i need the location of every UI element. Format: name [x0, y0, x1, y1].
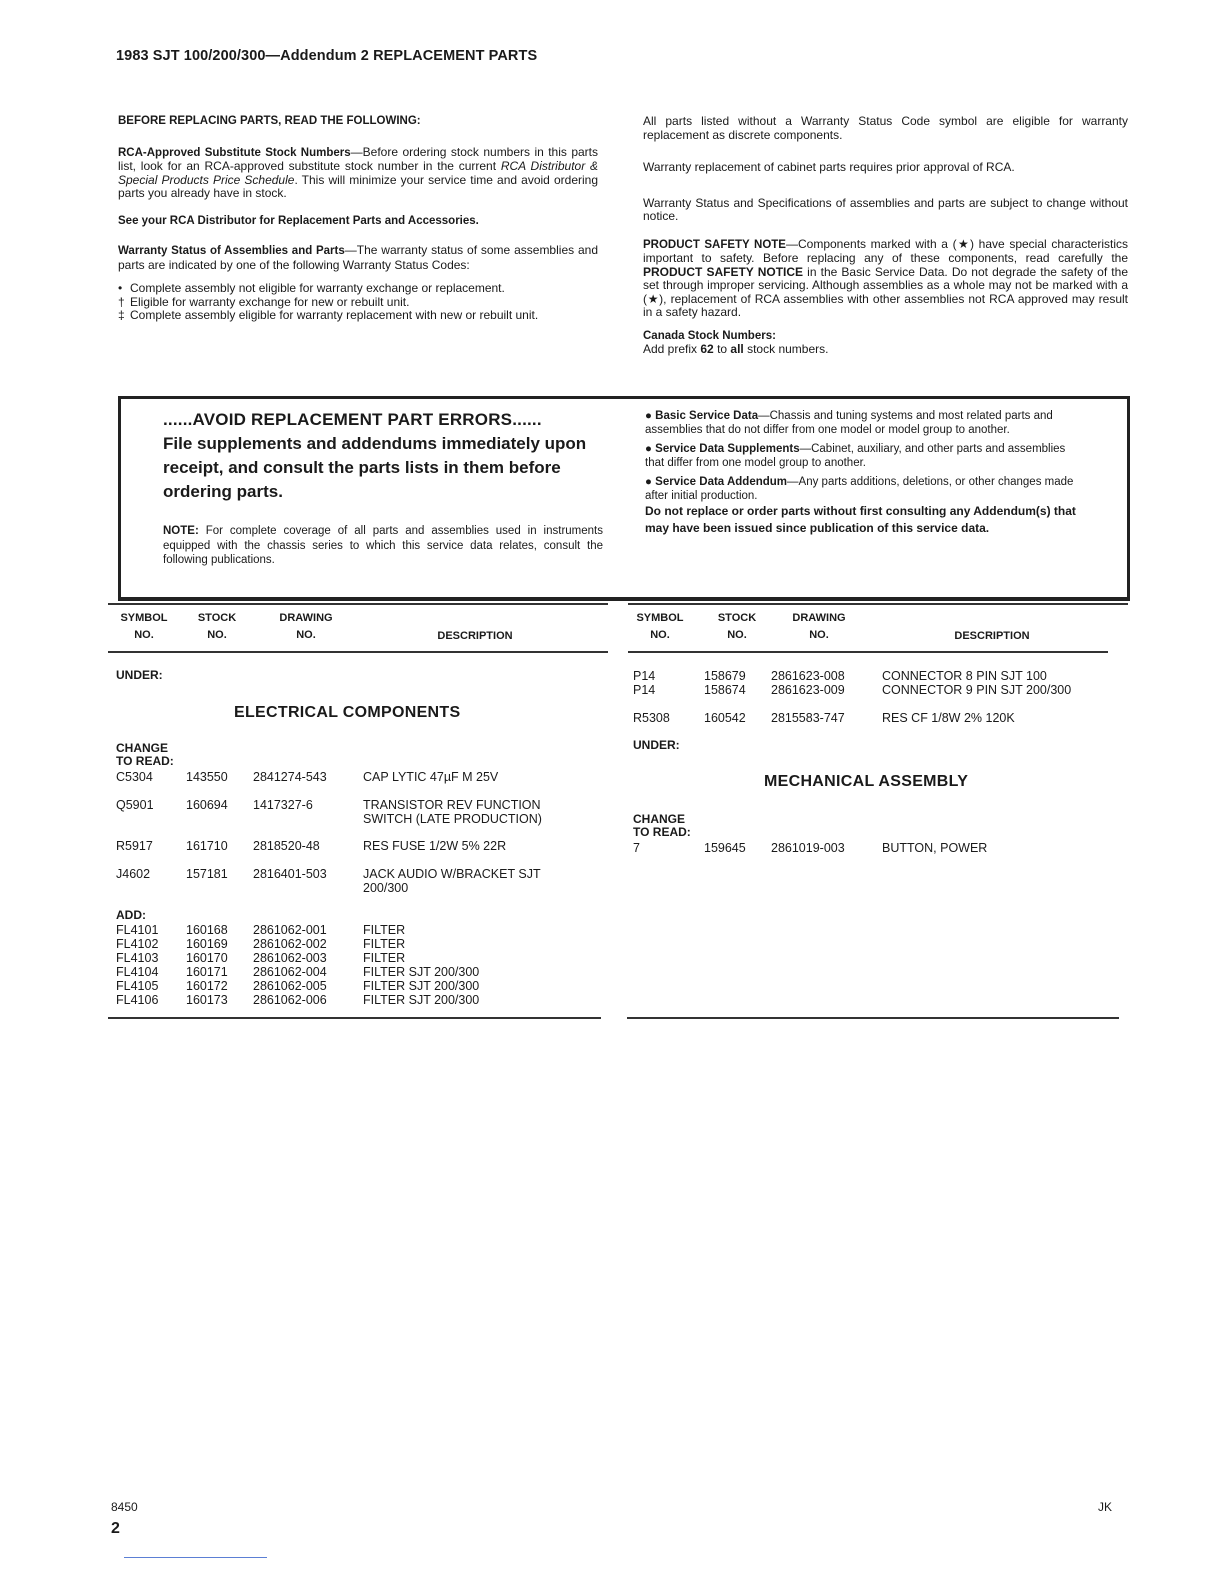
- row-stock: 160169: [186, 937, 228, 951]
- row-drawing: 2861062-001: [253, 923, 327, 937]
- row-drawing: 2861623-009: [771, 683, 845, 697]
- row-symbol: FL4106: [116, 993, 159, 1007]
- code-text: Complete assembly not eligible for warranty exchange or replacement.: [130, 281, 505, 295]
- note-text: For complete coverage of all parts and assemblies used in instruments equipped with the chassis series to which this service data relates, consult the following publications.: [163, 525, 603, 566]
- code-symbol: •: [118, 281, 123, 295]
- right-header-drawing: [783, 612, 855, 641]
- avoid-errors-title: ......AVOID REPLACEMENT PART ERRORS......: [163, 410, 542, 429]
- warranty-code-item: [118, 296, 598, 310]
- row-drawing: 2861623-008: [771, 669, 845, 683]
- change-label-line-1: CHANGE: [633, 812, 686, 826]
- table-row: [633, 683, 1113, 711]
- notice-box-left: [163, 410, 603, 568]
- row-drawing: 2861062-002: [253, 937, 327, 951]
- page-number: 2: [111, 1520, 120, 1537]
- row-description: CONNECTOR 8 PIN SJT 100: [882, 669, 1047, 683]
- header-symbol-label: SYMBOL: [636, 612, 684, 624]
- row-symbol: FL4101: [116, 923, 159, 937]
- intro-right-column: [643, 115, 1128, 357]
- code-symbol: †: [118, 294, 125, 309]
- row-description: FILTER: [363, 937, 406, 951]
- table-row: [633, 711, 1113, 725]
- row-stock: 159645: [704, 841, 746, 855]
- safety-note-paragraph: [643, 238, 1128, 320]
- row-drawing: 2861062-003: [253, 951, 327, 965]
- row-description: FILTER: [363, 923, 406, 937]
- table-row: [116, 839, 606, 867]
- intro-left-column: [118, 115, 598, 323]
- header-drawing-label: DRAWING: [792, 612, 846, 624]
- safety-notice-title: PRODUCT SAFETY NOTICE: [643, 264, 804, 279]
- warranty-paragraph: [118, 244, 598, 272]
- substitute-lead: RCA-Approved Substitute Stock Numbers: [118, 146, 351, 159]
- left-table-header-rule: [108, 651, 608, 653]
- left-table-bottom-rule: [108, 1017, 601, 1019]
- code-text: Eligible for warranty exchange for new or rebuilt unit.: [130, 294, 410, 309]
- row-stock: 161710: [186, 839, 228, 853]
- publication-item: [645, 409, 1085, 437]
- warranty-code-item: [118, 282, 598, 296]
- row-symbol: J4602: [116, 867, 151, 881]
- header-no-label: NO.: [650, 629, 670, 641]
- left-change-rows: [116, 770, 606, 907]
- left-under-label: UNDER:: [116, 668, 163, 682]
- note-label: NOTE:: [163, 525, 199, 537]
- notice-box-right: [645, 409, 1085, 541]
- row-stock: 160171: [186, 965, 228, 979]
- header-drawing-label: DRAWING: [279, 612, 333, 624]
- price-schedule-title: RCA Distributor & Special Products Price Schedule: [118, 159, 598, 187]
- electrical-components-title: ELECTRICAL COMPONENTS: [234, 704, 461, 721]
- row-stock: 160542: [704, 711, 746, 725]
- warranty-code-item: [118, 309, 598, 323]
- row-description: RES CF 1/8W 2% 120K: [882, 711, 1015, 725]
- right-change-label: [633, 813, 691, 839]
- row-description: RES FUSE 1/2W 5% 22R: [363, 839, 507, 853]
- row-description: FILTER: [363, 951, 406, 965]
- before-replacing-heading: BEFORE REPLACING PARTS, READ THE FOLLOWING:: [118, 115, 421, 127]
- left-table-top-rule: [108, 603, 608, 605]
- footer-code: 8450: [111, 1500, 138, 1514]
- table-row: [116, 937, 606, 951]
- row-drawing: 2861062-006: [253, 993, 327, 1007]
- warranty-text: —The warranty status of some assemblies and parts are indicated by one of the following Warranty Status Codes:: [118, 243, 598, 272]
- left-change-label: [116, 742, 174, 768]
- row-stock: 160173: [186, 993, 228, 1007]
- cabinet-approval-paragraph: Warranty replacement of cabinet parts requires prior approval of RCA.: [643, 160, 1015, 174]
- row-symbol: P14: [633, 669, 656, 683]
- row-drawing: 2861062-005: [253, 979, 327, 993]
- table-row: [633, 669, 1113, 683]
- bullet-icon: ●: [645, 443, 656, 455]
- row-drawing: 2818520-48: [253, 839, 320, 853]
- publication-text: —Chassis and tuning systems and most related parts and assemblies that do not differ from one model or model group to another.: [645, 410, 1053, 436]
- bullet-icon: ●: [645, 410, 656, 422]
- row-stock: 157181: [186, 867, 228, 881]
- row-symbol: R5308: [633, 711, 670, 725]
- row-description: FILTER SJT 200/300: [363, 979, 480, 993]
- row-description: BUTTON, POWER: [882, 841, 988, 855]
- code-text: Complete assembly eligible for warranty replacement with new or rebuilt unit.: [130, 308, 539, 322]
- publication-lead: Basic Service Data: [655, 410, 759, 422]
- canada-all: all: [730, 342, 744, 356]
- left-header-description: DESCRIPTION: [437, 630, 513, 642]
- right-header-description: DESCRIPTION: [954, 630, 1030, 642]
- right-header-stock: [707, 612, 767, 641]
- distributor-line: See your RCA Distributor for Replacement Parts and Accessories.: [118, 214, 479, 227]
- header-no-label: NO.: [296, 629, 316, 641]
- right-table-top-rule: [628, 603, 1128, 605]
- safety-text-2: in the Basic Service Data. Do not degrade the safety of the set through improper servicing. Although assemblies as a whole may not be marked with a (★), replacement of RCA assemblies with other assemblies not RCA approved may result in a safety hazard.: [643, 264, 1128, 319]
- table-row: [116, 798, 606, 839]
- row-description: CONNECTOR 9 PIN SJT 200/300: [882, 683, 1072, 697]
- header-no-label: NO.: [809, 629, 829, 641]
- avoid-errors-body: File supplements and addendums immediately upon receipt, and consult the parts lists in them before ordering parts.: [163, 434, 587, 501]
- table-row: [116, 993, 606, 1007]
- table-row: [633, 841, 1113, 855]
- row-symbol: 7: [633, 841, 640, 855]
- header-no-label: NO.: [207, 629, 227, 641]
- publication-lead: Service Data Addendum: [655, 476, 788, 488]
- canada-text: [643, 343, 1128, 357]
- row-stock: 160170: [186, 951, 228, 965]
- footer-blue-rule: [124, 1557, 267, 1558]
- row-stock: 158674: [704, 683, 746, 697]
- header-symbol-label: SYMBOL: [120, 612, 168, 624]
- row-stock: 160694: [186, 798, 228, 812]
- publication-item: [645, 442, 1085, 470]
- row-drawing: 2861062-004: [253, 965, 327, 979]
- bullet-icon: ●: [645, 476, 656, 488]
- left-header-drawing: [270, 612, 342, 641]
- substitute-text-2: . This will minimize your service time and avoid ordering parts you already have in stock.: [118, 172, 598, 200]
- row-drawing: 2861019-003: [771, 841, 845, 855]
- row-drawing: 1417327-6: [253, 798, 313, 812]
- row-drawing: 2841274-543: [253, 770, 327, 784]
- row-symbol: FL4103: [116, 951, 159, 965]
- addendum-warning: Do not replace or order parts without first consulting any Addendum(s) that may have been issued since publication of this service data.: [645, 504, 1076, 535]
- box-note: [163, 524, 603, 568]
- row-description-line-2: 200/300: [363, 881, 409, 895]
- row-description: JACK AUDIO W/BRACKET SJT: [363, 867, 541, 881]
- row-description-line-2: SWITCH (LATE PRODUCTION): [363, 812, 542, 826]
- subject-to-change-paragraph: Warranty Status and Specifications of assemblies and parts are subject to change without notice.: [643, 195, 1128, 223]
- row-symbol: FL4102: [116, 937, 159, 951]
- table-row: [116, 867, 606, 907]
- canada-text-3: stock numbers.: [743, 342, 829, 356]
- table-row: [116, 951, 606, 965]
- right-change-rows: [633, 841, 1113, 855]
- row-description: TRANSISTOR REV FUNCTION: [363, 798, 541, 812]
- row-symbol: FL4105: [116, 979, 159, 993]
- publication-text: —Any parts additions, deletions, or other changes made after initial production.: [645, 476, 1074, 502]
- add-label: ADD:: [116, 908, 146, 922]
- substitute-paragraph: [118, 146, 598, 201]
- row-description: FILTER SJT 200/300: [363, 993, 480, 1007]
- mechanical-assembly-title: MECHANICAL ASSEMBLY: [764, 773, 969, 790]
- publication-lead: Service Data Supplements: [655, 443, 800, 455]
- canada-text-1: Add prefix: [643, 342, 701, 356]
- page-header-title: 1983 SJT 100/200/300—Addendum 2 REPLACEMENT PARTS: [116, 48, 538, 64]
- right-under-label: UNDER:: [633, 738, 680, 752]
- row-symbol: FL4104: [116, 965, 159, 979]
- row-drawing: 2816401-503: [253, 867, 327, 881]
- change-label-line-2: TO READ:: [116, 754, 174, 768]
- header-no-label: NO.: [134, 629, 154, 641]
- safety-lead: PRODUCT SAFETY NOTE: [643, 238, 786, 251]
- left-header-symbol: [114, 612, 174, 641]
- row-stock: 160172: [186, 979, 228, 993]
- change-label-line-2: TO READ:: [633, 825, 691, 839]
- row-stock: 160168: [186, 923, 228, 937]
- table-row: [116, 770, 606, 798]
- row-drawing: 2815583-747: [771, 711, 845, 725]
- row-symbol: P14: [633, 683, 656, 697]
- header-no-label: NO.: [727, 629, 747, 641]
- row-description: FILTER SJT 200/300: [363, 965, 480, 979]
- warranty-codes-list: [118, 282, 598, 323]
- footer-initials: JK: [1098, 1500, 1113, 1514]
- substitute-text-1: —Before ordering stock numbers in this parts list, look for an RCA-approved substitute stock number in the current: [118, 144, 598, 173]
- canada-heading: Canada Stock Numbers:: [643, 329, 776, 342]
- right-table-header-rule: [628, 651, 1108, 653]
- row-symbol: C5304: [116, 770, 153, 784]
- canada-prefix: 62: [700, 342, 714, 356]
- left-add-rows: [116, 923, 606, 1007]
- header-stock-label: STOCK: [717, 612, 757, 624]
- header-stock-label: STOCK: [197, 612, 237, 624]
- change-label-line-1: CHANGE: [116, 741, 169, 755]
- publication-item: [645, 475, 1085, 503]
- row-description: CAP LYTIC 47µF M 25V: [363, 770, 499, 784]
- row-stock: 143550: [186, 770, 228, 784]
- canada-text-2: to: [713, 342, 731, 356]
- row-stock: 158679: [704, 669, 746, 683]
- right-table-bottom-rule: [627, 1017, 1119, 1019]
- warranty-eligible-paragraph: All parts listed without a Warranty Status Code symbol are eligible for warranty replacement as discrete components.: [643, 114, 1128, 142]
- table-row: [116, 979, 606, 993]
- publication-text: —Cabinet, auxiliary, and other parts and assemblies that differ from one model group to another.: [645, 443, 1066, 469]
- row-symbol: R5917: [116, 839, 153, 853]
- warranty-lead: Warranty Status of Assemblies and Parts: [118, 245, 345, 257]
- left-header-stock: [187, 612, 247, 641]
- row-symbol: Q5901: [116, 798, 154, 812]
- right-header-symbol: [630, 612, 690, 641]
- code-symbol: ‡: [118, 308, 125, 322]
- right-rows: [633, 669, 1113, 725]
- table-row: [116, 965, 606, 979]
- safety-text-1: —Components marked with a (★) have special characteristics important to safety. Before replacing any of these components, read carefully the: [643, 236, 1129, 265]
- table-row: [116, 923, 606, 937]
